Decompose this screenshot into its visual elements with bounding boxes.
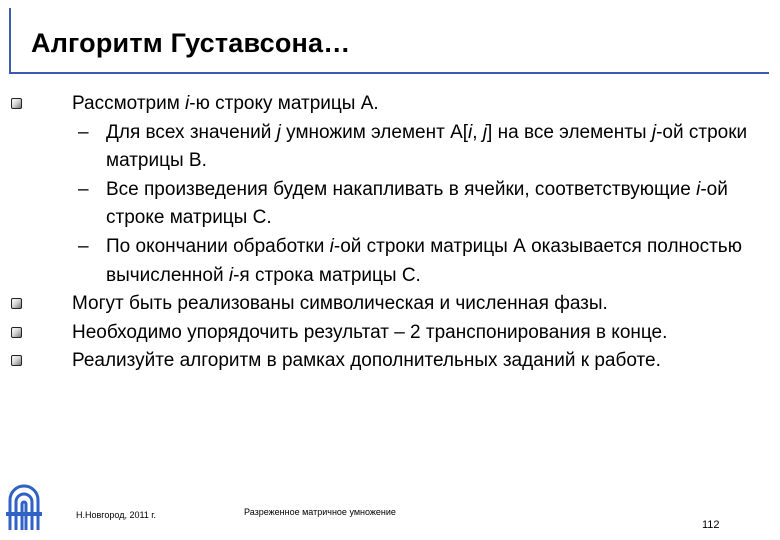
bullet-text xyxy=(72,90,760,119)
title-bar xyxy=(9,8,769,74)
bullet-text xyxy=(72,290,760,319)
sub-bullet-item xyxy=(50,176,760,233)
slide-title: Алгоритм Густавсона… xyxy=(31,28,351,58)
bullet-item xyxy=(50,347,760,376)
text-run: Рассмотрим xyxy=(72,93,186,114)
text-run: умножим элемент A[ xyxy=(280,121,469,143)
text-run: Все произведения будем накапливать в ячейки, соответствующие xyxy=(106,178,697,200)
footer-topic: Разреженное матричное умножение xyxy=(244,507,396,517)
checkbox-bullet-icon xyxy=(11,98,22,109)
italic-variable: i xyxy=(468,121,473,143)
bullet-item xyxy=(50,90,760,119)
bullet-text xyxy=(72,319,760,348)
text-run: -я строка матрицы С. xyxy=(233,264,421,286)
italic-variable: i xyxy=(696,178,701,200)
sub-bullet-item xyxy=(50,119,760,176)
italic-variable: j xyxy=(651,121,657,143)
footer-location: Н.Новгород, 2011 г. xyxy=(76,510,156,520)
text-run: -ю строку матрицы А. xyxy=(189,93,379,114)
slide-content xyxy=(50,90,760,376)
checkbox-bullet-icon xyxy=(11,298,22,309)
text-run: Для всех значений xyxy=(106,121,277,143)
university-logo-icon xyxy=(4,482,44,534)
text-run: , xyxy=(472,121,483,143)
checkbox-bullet-icon xyxy=(11,355,22,366)
text-run: По окончании обработки xyxy=(106,235,330,257)
bullet-item xyxy=(50,319,760,348)
page-number: 112 xyxy=(702,519,720,531)
text-run: -ой строки матрицы А оказывается полностью вычисленной xyxy=(106,235,742,286)
italic-variable: i xyxy=(185,93,190,114)
dash-bullet: – xyxy=(78,235,89,257)
text-run: ] на все элементы xyxy=(487,121,652,143)
bullet-text xyxy=(72,347,760,376)
italic-variable: j xyxy=(276,121,281,143)
dash-bullet: – xyxy=(78,178,89,200)
sub-bullet-text xyxy=(106,233,760,290)
text-run: Необходимо упорядочить результат – 2 транспонирования в конце. xyxy=(72,321,668,343)
italic-variable: i xyxy=(228,264,234,286)
sub-bullet-text xyxy=(106,176,760,233)
bullet-item xyxy=(50,290,760,319)
sub-bullet-text xyxy=(106,119,760,176)
sub-bullet-item xyxy=(50,233,760,290)
dash-bullet: – xyxy=(78,121,89,143)
checkbox-bullet-icon xyxy=(11,327,22,338)
italic-variable: j xyxy=(482,121,488,143)
italic-variable: i xyxy=(329,235,334,257)
text-run: Реализуйте алгоритм в рамках дополнительных заданий к работе. xyxy=(72,350,661,372)
text-run: -ой строки матрицы B. xyxy=(106,121,748,172)
text-run: Могут быть реализованы символическая и численная фазы. xyxy=(72,293,608,315)
text-run: -ой строке матрицы C. xyxy=(106,178,728,229)
